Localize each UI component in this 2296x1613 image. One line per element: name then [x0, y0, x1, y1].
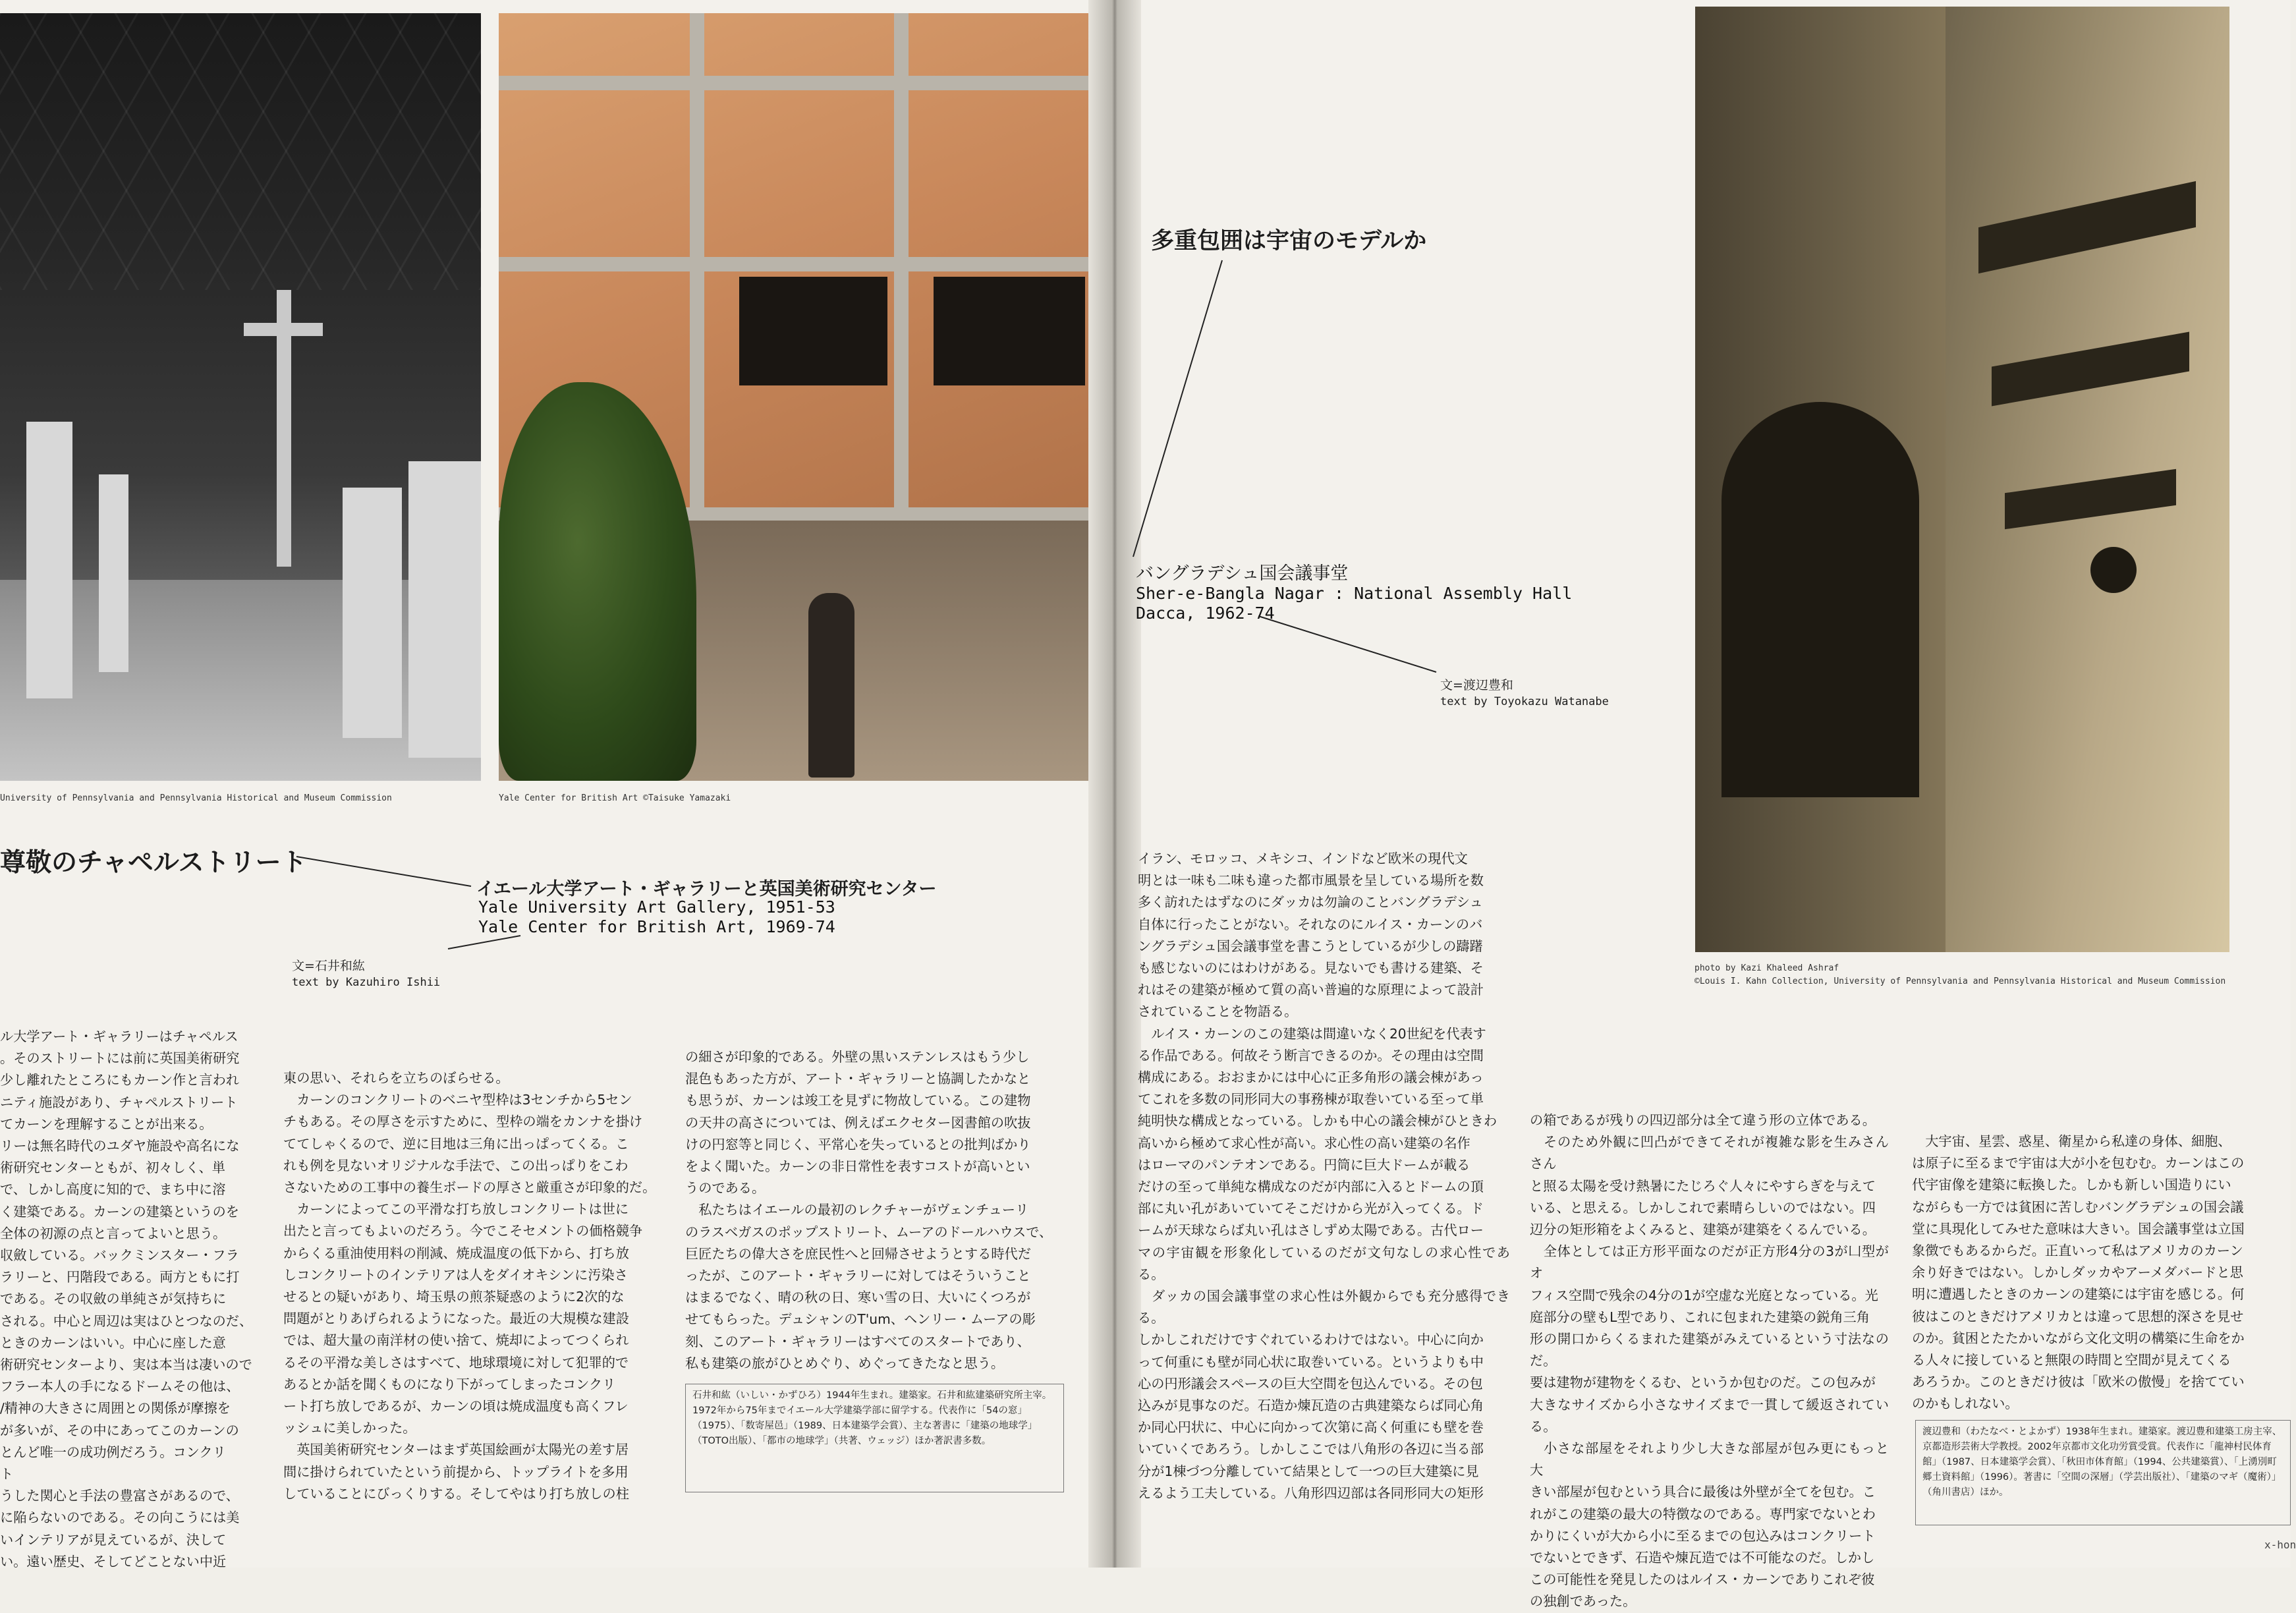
text-line: しコンクリートのインテリアは人をダイオキシンに汚染さ [283, 1266, 628, 1283]
text-line: される。中心と周辺は実はひとつなのだ、 [0, 1313, 253, 1329]
text-line: 堂に具現化してみせた意味は大きい。国会議事堂は立国 [1912, 1220, 2245, 1237]
text-line: いる、と思える。しかしこれで素晴らしいのではない。四 [1530, 1199, 1876, 1216]
text-line: カーンによってこの平滑な打ち放しコンクリートは世に [283, 1201, 629, 1218]
photo1-caption: University of Pennsylvania and Pennsylvania Historical and Museum Commission [0, 793, 392, 803]
left-column-3 [685, 1046, 1080, 1371]
text-line: あろうか。このときだけ彼は「欧米の傲慢」を捨ててい [1912, 1374, 2245, 1390]
text-line: てこれを多数の同形同大の事務棟が取巻いている至って単 [1138, 1091, 1484, 1108]
photo3-caption-2: ©Louis I. Kahn Collection, University of Pennsylvania and Pennsylvania Historical and Museum Commission [1694, 976, 2226, 986]
text-line: る人々に接していると無限の時間と空間が見えてくる [1912, 1352, 2231, 1369]
text-line: 心の円形議会スペースの巨大空間を包込んでいる。その包 [1138, 1375, 1483, 1392]
text-line: 要は建物が建物をくるむ、というか包むのだ。この包みが [1530, 1374, 1876, 1391]
text-line: のかもしれない。 [1912, 1396, 2019, 1412]
text-line: 多く訪れたはずなのにダッカは勿論のことバングラデシュ [1138, 894, 1483, 911]
right-author-en: text by Toyokazu Watanabe [1440, 695, 1609, 708]
right-page [1136, 0, 2296, 1610]
text-line: フィス空間で残余の4分の1が空虚な光庭となっている。光 [1530, 1287, 1878, 1303]
text-line: 明に遭遇したときのカーンの建築には宇宙を感じる。何 [1912, 1286, 2245, 1303]
right-article-title: 多重包囲は宇宙のモデルか [1151, 228, 1427, 254]
left-author-jp: 文=石井和紘 [292, 959, 365, 973]
text-line: イラン、モロッコ、メキシコ、インドなど欧米の現代文 [1138, 851, 1468, 866]
text-line: 問題がとりあげられるようになった。最近の大規模な建設 [283, 1311, 629, 1327]
text-line: 象徴でもあるからだ。正直いって私はアメリカのカーン [1912, 1243, 2243, 1259]
text-line: いインテリアが見えているが、決して [0, 1531, 227, 1548]
text-line: 間に掛けられていたという前提から、トップライトを多用 [283, 1463, 629, 1480]
photo3-caption [1694, 962, 2226, 988]
text-line: 分が1棟づつ分離していて結果として一つの巨大建築に見 [1138, 1463, 1479, 1479]
text-line: 出たと言ってもよいのだろう。今でこそセメントの価格競争 [283, 1223, 643, 1239]
text-line: 込みが見事なのだ。石造か煉瓦造の古典建築ならば同心角 [1138, 1398, 1484, 1414]
text-line: 全体の初源の点と言ってよいと思う。 [0, 1225, 227, 1241]
text-line: の細さが印象的である。外壁の黒いステンレスはもう少し [685, 1049, 1030, 1065]
text-line: ッシュに美しかった。 [283, 1420, 416, 1436]
text-line: ながらも一方では貧困に苦しむバングラデシュの国会議 [1912, 1199, 2244, 1215]
text-line: しかしこれだけですぐれているわけではない。中心に向か [1138, 1332, 1484, 1348]
text-line: 辺分の矩形箱をよくみると、建築が建築をくるんでいる。 [1530, 1222, 1876, 1238]
right-column-3 [1912, 1131, 2291, 1412]
right-author-bio: 渡辺豊和（わたなべ・とよかず）1938年生まれ。建築家。渡辺豊和建築工房主宰、京都造形芸術大学教授。2002年京都市文化功労賞受賞。代表作に「龍神村民体育館」（1987、日本建築学会賞）、「秋田市体育館」（1994、公共建築賞）、「上湧別町郷土資料館」（1996）。著書に「空間の深層」（学芸出版社）、「建築のマギ（魔術）」（角川書店）ほか。 [1915, 1420, 2291, 1525]
text-line: きい部屋が包むという具合に最後は外壁が全てを包む。こ [1530, 1484, 1876, 1500]
text-line: である。その収斂の単純さが気持ちに [0, 1291, 227, 1307]
text-line: と照る太陽を受け熱暑にたじろぐ人々にやすらぎを与えて [1530, 1177, 1876, 1194]
text-line: 私も建築の旅がひとめぐり、めぐってきたなと思う。 [685, 1355, 1005, 1371]
text-line: も感じないのにはわけがある。見ないでも書ける建築、そ [1138, 960, 1484, 976]
text-line: でないとできず、石造や煉瓦造では不可能なのだ。しかし [1530, 1550, 1875, 1566]
text-line: 術研究センターより、実は本当は凄いので [0, 1357, 252, 1373]
right-column-2 [1530, 1110, 1889, 1610]
text-line: ダッカの国会議事堂の求心性は外観からでも充分感得できる。 [1138, 1288, 1510, 1326]
text-line: とんど唯一の成功例だろう。コンクリ [0, 1444, 226, 1460]
text-line: く建築である。カーンの建築というのを [0, 1203, 239, 1220]
text-line: の箱であるが残りの四辺部分は全て違う形の立体である。 [1530, 1112, 1876, 1128]
text-line: マの宇宙観を形象化しているのだが文句なしの求心性である。 [1138, 1244, 1510, 1282]
text-line: ート打ち放しであるが、カーンの頃は焼成温度も高くフレ [283, 1398, 629, 1415]
text-line: けの円窓等と同じく、平常心を失っているとの批判ばかり [685, 1136, 1031, 1152]
text-line: で、しかし高度に知的で、まち中に溶 [0, 1181, 226, 1198]
text-line: 明とは一味も二味も違った都市風景を呈している場所を数 [1138, 872, 1484, 889]
text-line: はまるでなく、晴の秋の日、寒い雪の日、大いにくつろが [685, 1289, 1031, 1306]
photo2-caption: Yale Center for British Art ©Taisuke Yamazaki [499, 793, 731, 803]
text-line: の独創であった。 [1530, 1593, 1637, 1610]
text-line: 大宇宙、星雲、惑星、衛星から私達の身体、細胞、 [1912, 1133, 2231, 1149]
text-line: るその平滑な美しさはすべて、地球環境に対して犯罪的で [283, 1354, 629, 1371]
left-subject-en [478, 897, 835, 937]
text-line: ったが、このアート・ギャラリーに対してはそういうこと [685, 1268, 1031, 1284]
text-line: い。遠い歴史、そしてどことない中近 [0, 1553, 227, 1570]
text-line: 純明快な構成となっている。しかも中心の議会棟がひときわ [1138, 1113, 1498, 1129]
text-line: は原子に至るまで宇宙は大が小を包むむ。カーンはこの [1912, 1155, 2245, 1172]
text-line: フラー本人の手になるドームその他は、 [0, 1378, 240, 1395]
left-author-bio: 石井和紘（いしい・かずひろ）1944年生まれ。建築家。石井和紘建築研究所主宰。1972年から75年までイエール大学建築学部に留学する。代表作に「54の窓」（1975）、「数寄屋邑」（1989、日本建築学会賞）、主な著書に「建築の地球学」（TOTO出版）、「都市の地球学」（共著、ウェッジ）ほか著訳書多数。 [685, 1384, 1064, 1492]
text-line: はローマのパンテオンである。円筒に巨大ドームが載る [1138, 1156, 1470, 1173]
text-line: も思うが、カーンは竣工を見ずに物故している。この建物 [685, 1092, 1031, 1109]
text-line: 庭部分の壁もL型であり、これに包まれた建築の鋭角三角 [1530, 1309, 1870, 1325]
text-line: していることにびっくりする。そしてやはり打ち放しの柱 [283, 1485, 629, 1502]
text-line: に陥らないのである。その向こうには美 [0, 1510, 240, 1526]
text-line: この可能性を発見したのはルイス・カーンでありこれぞ彼 [1530, 1571, 1875, 1588]
left-subject-jp: イエール大学アート・ギャラリーと英国美術研究センター [476, 879, 937, 899]
text-line: 大きなサイズから小さなサイズまで一貫して緩返されている。 [1530, 1396, 1889, 1434]
text-line: 刻、このアート・ギャラリーはすべてのスタートであり、 [685, 1333, 1030, 1349]
text-line: リーは無名時代のユダヤ施設や高名にな [0, 1138, 240, 1154]
text-line: 術研究センターともが、初々しく、単 [0, 1160, 225, 1176]
text-line: 構成にある。おおまかには中心に正多角形の議会棟があっ [1138, 1069, 1484, 1086]
text-line: 私たちはイエールの最初のレクチャーがヴェンチューリ [685, 1202, 1029, 1218]
text-line: 少し離れたところにもカーン作と言われ [0, 1072, 239, 1089]
text-line: チもある。その厚さを示すために、型枠の端をカンナを掛け [283, 1114, 643, 1130]
left-author-en: text by Kazuhiro Ishii [292, 976, 441, 989]
right-subject-en-1: Sher-e-Bangla Nagar : National Assembly Hall [1136, 584, 1573, 603]
text-line: いていくであろう。しかしここでは八角形の各辺に当る部 [1138, 1441, 1484, 1457]
text-line: さないための工事中の養生ボードの厚さと厳重さが印象的だ。 [283, 1179, 656, 1196]
text-line: からくる重油使用料の削減、焼成温度の低下から、打ち放 [283, 1245, 629, 1261]
text-line: 全体としては正方形平面なのだが正方形4分の3が凵型がオ [1530, 1243, 1889, 1282]
left-column-2 [283, 1067, 672, 1568]
text-line: されていることを物語る。 [1138, 1004, 1298, 1020]
left-article-title: 尊敬のチャペルストリート [0, 848, 307, 878]
text-line: のラスベガスのポップストリート、ムーアのドールハウスで、 [685, 1224, 1053, 1240]
text-line: /精神の大きさに周囲との関係が摩擦を [0, 1400, 231, 1417]
text-line: をよく聞いた。カーンの非日常性を表すコストが高いとい [685, 1158, 1030, 1175]
text-line: そのため外観に凹凸ができてそれが複雑な影を生みさんさん [1530, 1134, 1889, 1172]
text-line: れはその建築が極めて質の高い普遍的な原理によって設計 [1138, 982, 1484, 998]
text-line: 収斂している。バックミンスター・フラ [0, 1247, 239, 1264]
text-line: かりにくいが大から小に至るまでの包込みはコンクリート [1530, 1527, 1876, 1544]
text-line: うのである。 [685, 1180, 766, 1197]
right-subject-en [1136, 584, 1572, 623]
right-subject-en-2: Dacca, 1962-74 [1136, 604, 1275, 623]
text-line: ル大学アート・ギャラリーはチャペルス [0, 1029, 238, 1044]
text-line: ト [0, 1466, 14, 1483]
right-author [1440, 677, 1609, 710]
left-column-1 [0, 1026, 260, 1568]
text-line: れも例を見ないオリジナルな手法で、この出っぱりをこわ [283, 1157, 629, 1174]
text-line: 自体に行ったことがない。それなのにルイス・カーンのバ [1138, 916, 1483, 932]
text-line: 混色もあった方が、アート・ギャラリーと協調したかなと [685, 1071, 1031, 1087]
spine-gutter [1088, 0, 1141, 1568]
text-line: れがこの建築の最大の特徴なのである。専門家でないとわ [1530, 1506, 1876, 1522]
text-line: ときのカーンはいい。中心に座した意 [0, 1334, 226, 1351]
text-line: てカーンを理解することが出来る。 [0, 1116, 213, 1132]
right-author-jp: 文=渡辺豊和 [1440, 678, 1513, 693]
text-line: 。そのストリートには前に英国美術研究 [0, 1050, 240, 1067]
text-line: せてもらった。デュシャンのT'um、ヘンリー・ムーアの彫 [685, 1311, 1036, 1328]
text-line: 巨匠たちの偉大さを庶民性へと回帰させようとする時代だ [685, 1245, 1031, 1262]
right-column-1 [1138, 848, 1510, 1563]
text-line: ててしゃくるので、逆に目地は三角に出っぱってくる。こ [283, 1135, 629, 1152]
text-line: せるとの疑いがあり、埼玉県の煎茶疑惑のように2次的な [283, 1289, 625, 1305]
text-line: ームが天球ならば丸い孔はさしずめ太陽である。古代ロー [1138, 1222, 1484, 1239]
text-line: 小さな部屋をそれより少し大きな部屋が包み更にもっと大 [1530, 1440, 1889, 1479]
text-line: だけの至って単純な構成なのだが内部に入るとドームの頂 [1138, 1179, 1484, 1195]
text-line: ングラデシュ国会議事堂を書こうとしているが少しの躊躇 [1138, 938, 1483, 954]
text-line: のか。貧困とたたかいながら文化文明の構築に生命をか [1912, 1330, 2245, 1346]
photo3-caption-1: photo by Kazi Khaleed Ashraf [1694, 963, 1839, 973]
text-line: 高いから極めて求心性が高い。求心性の高い建築の名作 [1138, 1135, 1470, 1151]
text-line: ルイス・カーンのこの建築は間違いなく20世紀を代表す [1138, 1025, 1486, 1042]
text-line: うした関心と手法の豊富さがあるので、 [0, 1488, 239, 1504]
left-author [292, 958, 440, 991]
text-line: が多いが、その中にあってこのカーンの [0, 1422, 239, 1438]
left-subject-en-1: Yale University Art Gallery, 1951-53 [478, 897, 835, 917]
text-line: えるよう工夫している。八角形四辺部は各同形同大の矩形 [1138, 1485, 1484, 1501]
text-line: 形の開口からくるまれた建築がみえているという寸法なのだ。 [1530, 1331, 1889, 1369]
text-line: る作品である。何故そう断言できるのか。その理由は空間 [1138, 1047, 1484, 1063]
text-line: 英国美術研究センターはまず英国絵画が太陽光の差す居 [283, 1442, 629, 1458]
text-line: 部に丸い孔があいていてそこだけから光が入ってくる。ド [1138, 1201, 1484, 1217]
right-subject-jp: バングラデシュ国会議事堂 [1136, 563, 1349, 584]
text-line: か同心円状に、中心に向かって次第に高く何重にも壁を巻 [1138, 1419, 1484, 1436]
text-line: 彼はこのときだけアメリカとは違って思想的深さを見せ [1912, 1308, 2244, 1324]
gallery-interior-photo [0, 13, 481, 781]
text-line: って何重にも壁が同心状に取巻いている。というよりも中 [1138, 1353, 1484, 1370]
left-subject-en-2: Yale Center for British Art, 1969-74 [478, 917, 835, 936]
text-line: ラリーと、円階段である。両方ともに打 [0, 1269, 240, 1286]
page-folio: x-hon [2264, 1539, 2296, 1551]
text-line: ニティ施設があり、チャペルストリート [0, 1094, 238, 1110]
text-line: 余り好きではない。しかしダッカやアーメダバードと思 [1912, 1264, 2243, 1281]
yale-center-courtyard-photo [499, 13, 1088, 781]
text-line: あるとか話を聞くものになり下がってしまったコンクリ [283, 1376, 616, 1392]
text-line: の天井の高さについては、例えばエクセター図書館の吹抜 [685, 1114, 1031, 1131]
text-line: では、超大量の南洋材の使い捨て、焼却によってつくられ [283, 1332, 629, 1349]
national-assembly-interior-photo [1695, 7, 2229, 952]
text-line: 東の思い、それらを立ちのぼらせる。 [283, 1070, 509, 1086]
text-line: 代宇宙像を建築に転換した。しかも新しい国造りにい [1912, 1177, 2231, 1193]
left-page [0, 0, 1088, 1568]
text-line: カーンのコンクリートのベニヤ型枠は3センチから5セン [283, 1092, 632, 1108]
